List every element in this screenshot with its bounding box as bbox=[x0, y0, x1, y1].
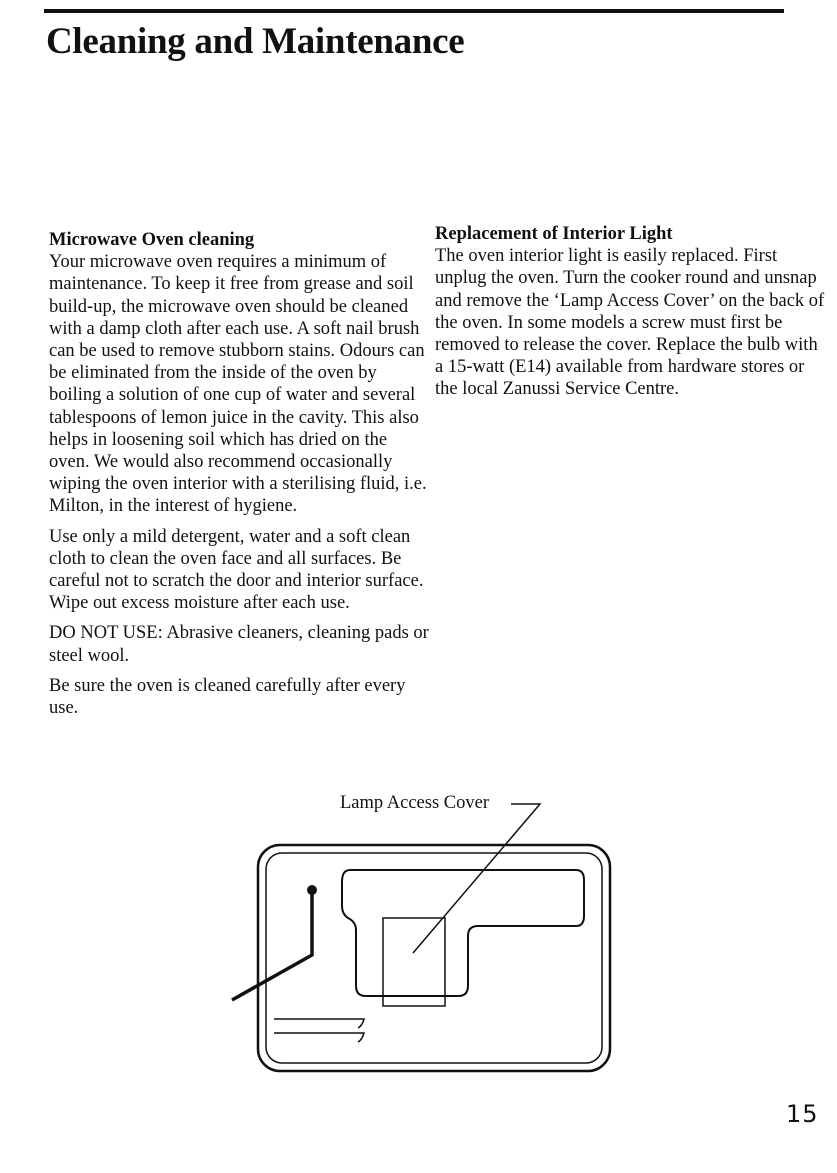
cleaning-paragraph-2: Use only a mild detergent, water and a soft clean cloth to clean the oven face and all surfaces. Be careful not to scratch the door and interior surface. Wipe out excess moisture after each use. bbox=[49, 526, 424, 614]
lamp-access-cover bbox=[383, 918, 445, 1006]
cleaning-paragraph-4: Be sure the oven is cleaned carefully after every use. bbox=[49, 675, 406, 719]
cleaning-heading: Microwave Oven cleaning bbox=[49, 230, 255, 250]
oven-back-diagram bbox=[228, 790, 628, 1090]
page-number: 15 bbox=[786, 1100, 819, 1128]
oven-back-inner bbox=[266, 853, 602, 1063]
cleaning-paragraph-3: DO NOT USE: Abrasive cleaners, cleaning pads or steel wool. bbox=[49, 623, 429, 666]
base-line-1 bbox=[274, 1019, 364, 1028]
top-rule bbox=[44, 9, 784, 13]
page-title: Cleaning and Maintenance bbox=[46, 21, 465, 62]
oven-back-outer bbox=[258, 845, 610, 1071]
callout-label: Lamp Access Cover bbox=[340, 793, 489, 813]
light-section bbox=[435, 223, 830, 409]
cleaning-paragraph-1: Your microwave oven requires a minimum of maintenance. To keep it free from grease and soil build-up, the microwave oven should be cleaned with a damp cloth after each use. A soft nail brush can be used to remove stubborn stains. Odours can be eliminated from the inside of the oven by boiling a solution of one cup of water and several tablespoons of lemon juice in the cavity. This also helps in loosening soil which has dried on the oven. We would also recommend occasionally wiping the oven interior with a sterilising fluid, i.e. Milton, in the interest of hygiene. bbox=[49, 252, 427, 517]
power-cord bbox=[232, 892, 312, 1000]
cleaning-section bbox=[49, 229, 429, 727]
vent-outline bbox=[342, 870, 584, 996]
base-line-2 bbox=[274, 1033, 364, 1042]
callout-leader bbox=[413, 804, 540, 953]
light-heading: Replacement of Interior Light bbox=[435, 224, 673, 244]
light-paragraph: The oven interior light is easily replaced. First unplug the oven. Turn the cooker round and unsnap and remove the ‘Lamp Access Cover’ on the back of the oven. In some models a screw must first be removed to release the cover. Replace the bulb with a 15-watt (E14) available from hardware stores or the local Zanussi Service Centre. bbox=[435, 246, 825, 400]
